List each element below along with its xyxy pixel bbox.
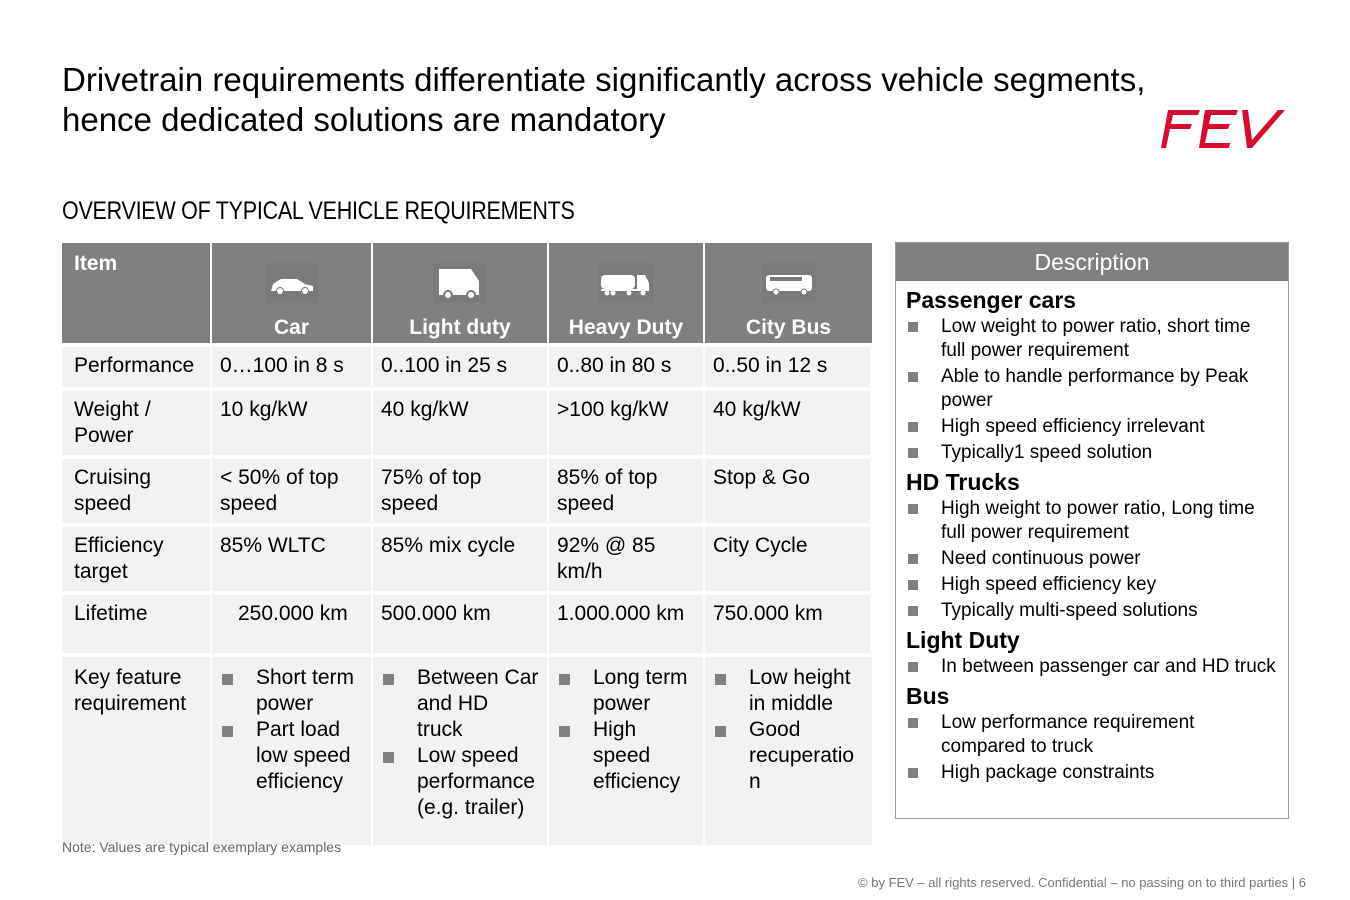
table-cell: 0…100 in 8 s xyxy=(212,347,373,391)
table-cell: 0..100 in 25 s xyxy=(373,347,549,391)
list-item: Need continuous power xyxy=(906,547,1278,571)
section-title: Passenger cars xyxy=(906,287,1077,313)
list-item: Low height in middle xyxy=(713,665,864,717)
table-row xyxy=(62,391,872,459)
description-panel xyxy=(895,242,1289,819)
row-label: Key feature requirement xyxy=(62,657,212,849)
list-item: High package constraints xyxy=(906,761,1278,785)
list-item: Long term power xyxy=(557,665,695,717)
section-title: Light Duty xyxy=(906,627,1020,653)
fev-logo xyxy=(1160,108,1286,155)
header-city-bus xyxy=(705,243,872,347)
table-row xyxy=(62,657,872,849)
header-heavy-duty xyxy=(549,243,705,347)
table-cell: 75% of top speed xyxy=(373,459,549,527)
list-item: Low weight to power ratio, short time full power requirement xyxy=(906,315,1278,363)
row-label: Lifetime xyxy=(62,595,212,657)
list-item: Between Car and HD truck xyxy=(381,665,539,743)
list-item: Low speed performance (e.g. trailer) xyxy=(381,743,539,821)
table-cell: 500.000 km xyxy=(373,595,549,657)
header-car xyxy=(212,243,373,347)
footer-copyright: © by FEV – all rights reserved. Confidential – no passing on to third parties | 6 xyxy=(858,875,1306,890)
section-subtitle: OVERVIEW OF TYPICAL VEHICLE REQUIREMENTS xyxy=(62,197,575,225)
header-heavy-duty-label: Heavy Duty xyxy=(568,316,684,339)
header-city-bus-label: City Bus xyxy=(745,316,832,339)
row-label: Performance xyxy=(62,347,212,391)
van-icon xyxy=(433,263,487,303)
truck-icon xyxy=(599,263,653,303)
slide-title: Drivetrain requirements differentiate significantly across vehicle segments, hence dedicated solutions are mandatory xyxy=(62,61,1146,138)
table-note: Note: Values are typical exemplary examples xyxy=(62,839,342,855)
list-item: High speed efficiency key xyxy=(906,573,1278,597)
table-row xyxy=(62,459,872,527)
requirements-table xyxy=(62,243,872,849)
table-cell: 85% mix cycle xyxy=(373,527,549,595)
table-cell: >100 kg/kW xyxy=(549,391,705,459)
table-cell: 85% WLTC xyxy=(212,527,373,595)
row-label: Weight / Power xyxy=(62,391,212,459)
list-item: High speed efficiency xyxy=(557,717,695,795)
list-item: Able to handle performance by Peak power xyxy=(906,365,1278,413)
section-title: HD Trucks xyxy=(906,469,1020,495)
car-icon xyxy=(265,263,319,303)
list-item: In between passenger car and HD truck xyxy=(906,655,1278,679)
bus-icon xyxy=(762,263,816,303)
list-item: Low performance requirement compared to truck xyxy=(906,711,1278,759)
header-light-duty-label: Light duty xyxy=(409,316,511,339)
table-cell: 750.000 km xyxy=(705,595,872,657)
table-row xyxy=(62,595,872,657)
table-cell: < 50% of top speed xyxy=(212,459,373,527)
row-label: Efficiency target xyxy=(62,527,212,595)
list-item: Part load low speed efficiency xyxy=(220,717,363,795)
header-car-label: Car xyxy=(273,316,310,339)
list-item: High speed efficiency irrelevant xyxy=(906,415,1278,439)
header-item: Item xyxy=(62,243,212,347)
table-cell: 92% @ 85 km/h xyxy=(549,527,705,595)
table-cell: 0..80 in 80 s xyxy=(549,347,705,391)
header-light-duty xyxy=(373,243,549,347)
list-item: Good recuperatio n xyxy=(713,717,864,795)
table-cell: 0..50 in 12 s xyxy=(705,347,872,391)
description-header: Description xyxy=(896,243,1288,281)
table-cell: Stop & Go xyxy=(705,459,872,527)
table-cell: 85% of top speed xyxy=(549,459,705,527)
list-item: Short term power xyxy=(220,665,363,717)
table-cell: 40 kg/kW xyxy=(373,391,549,459)
table-row xyxy=(62,347,872,391)
table-cell: 40 kg/kW xyxy=(705,391,872,459)
table-cell: 1.000.000 km xyxy=(549,595,705,657)
table-cell: 10 kg/kW xyxy=(212,391,373,459)
list-item: Typically1 speed solution xyxy=(906,441,1278,465)
table-cell: 250.000 km xyxy=(212,595,373,657)
list-item: Typically multi-speed solutions xyxy=(906,599,1278,623)
row-label: Cruising speed xyxy=(62,459,212,527)
section-title: Bus xyxy=(906,683,950,709)
list-item: High weight to power ratio, Long time full power requirement xyxy=(906,497,1278,545)
table-cell: City Cycle xyxy=(705,527,872,595)
table-row xyxy=(62,527,872,595)
